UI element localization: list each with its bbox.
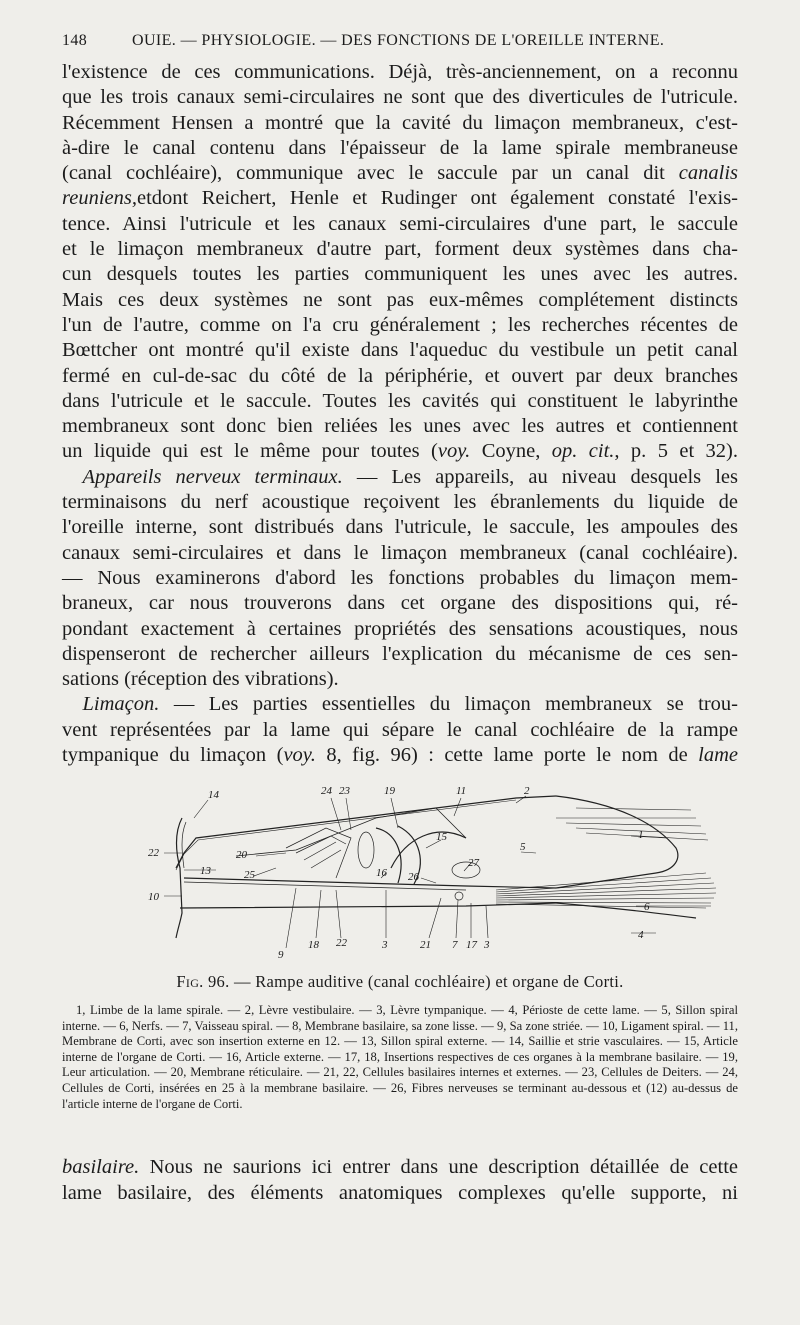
- text-fragment: (canal cochléaire), communique avec le saccule par un canal dit: [62, 162, 665, 185]
- text-fragment: , p. 5 et 32).: [614, 440, 738, 463]
- figure-label: 15: [436, 831, 447, 843]
- text-fragment: Coyne,: [481, 440, 541, 463]
- paragraph-3: [62, 692, 738, 768]
- text-line: dispenseront de rechercher ailleurs l'explication du mécanisme de ces sen-: [62, 642, 738, 665]
- figure-label: 6: [644, 901, 650, 913]
- figure-label: 13: [200, 865, 211, 877]
- figure-label: 7: [452, 939, 458, 951]
- text-line: l'oreille interne, sont distribués dans l'utricule, le saccule, les ampoules des: [62, 516, 738, 539]
- text-line: membraneux sont donc bien reliées les unes avec les autres et contiennent: [62, 415, 738, 438]
- italic-term: reuniens,: [62, 187, 137, 210]
- figure-label: 14: [208, 789, 219, 801]
- figure-label: 20: [236, 849, 247, 861]
- text-line: — Nous examinerons d'abord les fonctions probables du limaçon mem-: [62, 566, 738, 589]
- figure-label: 10: [148, 891, 159, 903]
- text-line: [62, 743, 738, 768]
- figure-label: 18: [308, 939, 319, 951]
- text-line: [62, 186, 738, 211]
- figure-label: 21: [420, 939, 431, 951]
- figure-label: 25: [244, 869, 255, 881]
- text-line: l'existence de ces communications. Déjà, très-anciennement, on a reconnu: [62, 61, 738, 83]
- text-fragment: 8, fig. 96) : cette lame porte le nom de: [326, 744, 688, 767]
- page-number: 148: [62, 32, 88, 49]
- text-line: terminaisons du nerf acoustique reçoivent les ébranlements du liquide de: [62, 491, 738, 514]
- figure-label: 9: [278, 949, 284, 961]
- figure-label: 1: [638, 829, 644, 841]
- figure-legend: [62, 1003, 738, 1112]
- figure-label: 17: [466, 939, 477, 951]
- text-line: fermé en cul-de-sac du côté de la périphérie, et ouvert par deux branches: [62, 364, 738, 387]
- italic-term: op. cit.: [551, 440, 615, 463]
- text-fragment: — Les appareils, au niveau desquels les: [356, 465, 738, 488]
- text-line: [62, 439, 738, 464]
- figure-label: 4: [638, 929, 644, 941]
- text-fragment: tympanique du limaçon (: [62, 744, 284, 767]
- text-line: Mais ces deux systèmes ne sont pas eux-mêmes complétement distincts: [62, 288, 738, 311]
- text-line: lame basilaire, des éléments anatomiques complexes qu'elle supporte, ni: [62, 1181, 738, 1204]
- anatomical-figure: [136, 778, 736, 963]
- figure-label: 5: [520, 841, 526, 853]
- figure-number: Fig. 96.: [176, 972, 230, 991]
- italic-term: canalis: [678, 162, 738, 185]
- text-line: Bœttcher ont montré qu'il existe dans l'aqueduc du vestibule un petit canal: [62, 339, 738, 362]
- text-line: l'un de l'autre, comme on l'a cru généralement ; les recherches récentes de: [62, 313, 738, 336]
- text-line: braneux, car nous trouverons dans cet organe des dispositions qui, ré-: [62, 592, 738, 615]
- text-line: [62, 692, 738, 717]
- figure-label: 27: [468, 857, 479, 869]
- figure-label: 2: [524, 785, 530, 797]
- figure-label: 16: [376, 867, 387, 879]
- text-line: que les trois canaux semi-circulaires ne sont que des diverticules de l'utricule.: [62, 86, 738, 109]
- paragraph-2: [62, 465, 738, 693]
- figure-caption: [62, 972, 738, 992]
- text-line: sations (réception des vibrations).: [62, 668, 339, 691]
- figure-label: 26: [408, 871, 419, 883]
- section-heading: Limaçon.: [82, 693, 160, 716]
- italic-term: voy.: [437, 440, 471, 463]
- cochlear-duct-illustration: [136, 778, 736, 963]
- figure-labels: [148, 785, 650, 961]
- italic-term: voy.: [283, 744, 316, 767]
- text-fragment: un liquide qui est le même pour toutes (: [62, 440, 438, 463]
- figure-label: 3: [382, 939, 388, 951]
- text-fragment: Nous ne saurions ici entrer dans une description détaillée de cette: [149, 1156, 738, 1178]
- figure-label: 22: [148, 847, 159, 859]
- text-line: Récemment Hensen a montré que la cavité du limaçon membraneux, c'est-: [62, 111, 738, 134]
- text-line: à-dire le canal contenu dans l'épaisseur de la lame spirale membraneuse: [62, 136, 738, 159]
- text-line: [62, 465, 738, 490]
- figure-label: 19: [384, 785, 395, 797]
- figure-label: 24: [321, 785, 332, 797]
- legend-text: 1, Limbe de la lame spirale. — 2, Lèvre vestibulaire. — 3, Lèvre tympanique. — 4, Périoste de cette lame. — 5, Sillon spiral interne. — 6, Nerfs. — 7, Vaisseau spiral. — 8, Membrane basilaire, sa zone lisse. — 9, Sa zone striée. — 10, Ligament spiral. — 11, Membrane de Corti, avec son insertion externe en 12. — 13, Sillon spiral externe. — 14, Saillie et strie vasculaires. — 15, Article interne de l'organe de Corti. — 16, Article externe. — 17, 18, Insertions respectives de ces organes à la membrane basilaire. — 19, Leur articulation. — 20, Membrane réticulaire. — 21, 22, Cellules basilaires internes et externes. — 23, Cellules de Deiters. — 24, Cellules de Corti, insérées en 25 à la membrane basilaire. — 26, Fibres nerveuses se terminant au-dessous et (12) au-dessus de l'article interne de l'organe de Corti.: [62, 1003, 738, 1111]
- text-line: vent représentées par la lame qui sépare le canal cochléaire de la rampe: [62, 718, 738, 741]
- figure-label: 23: [339, 785, 350, 797]
- text-line: [62, 1155, 738, 1181]
- running-header: [62, 32, 738, 56]
- paragraph-1: [62, 60, 738, 465]
- main-text: [62, 60, 738, 768]
- section-heading: Appareils nerveux terminaux.: [82, 465, 343, 488]
- text-line: dans l'utricule et le saccule. Toutes les cavités qui constituent le labyrinthe: [62, 389, 738, 412]
- italic-term: lame: [698, 744, 739, 767]
- italic-term: basilaire.: [62, 1156, 140, 1178]
- figure-label: 22: [336, 937, 347, 949]
- continued-text: [62, 1155, 738, 1206]
- text-fragment: etdont Reichert, Henle et Rudinger ont également constaté l'exis-: [136, 187, 738, 210]
- figure-label: 3: [484, 939, 490, 951]
- text-line: [62, 161, 738, 186]
- text-line: tence. Ainsi l'utricule et les canaux semi-circulaires d'une part, le saccule: [62, 212, 738, 235]
- caption-text: — Rampe auditive (canal cochléaire) et organe de Corti.: [233, 972, 624, 991]
- text-fragment: — Les parties essentielles du limaçon membraneux se trou-: [173, 693, 739, 716]
- figure-label: 11: [456, 785, 467, 797]
- running-title: OUIE. — PHYSIOLOGIE. — DES FONCTIONS DE L'OREILLE INTERNE.: [132, 32, 665, 49]
- text-line: et le limaçon membraneux d'autre part, forment deux systèmes dans cha-: [62, 238, 738, 261]
- text-line: pondant exactement à certaines propriétés des sensations acoustiques, nous: [62, 617, 738, 640]
- text-line: canaux semi-circulaires et dans le limaçon membraneux (canal cochléaire).: [62, 541, 738, 564]
- text-line: cun desquels toutes les parties communiquent les unes avec les autres.: [62, 263, 738, 286]
